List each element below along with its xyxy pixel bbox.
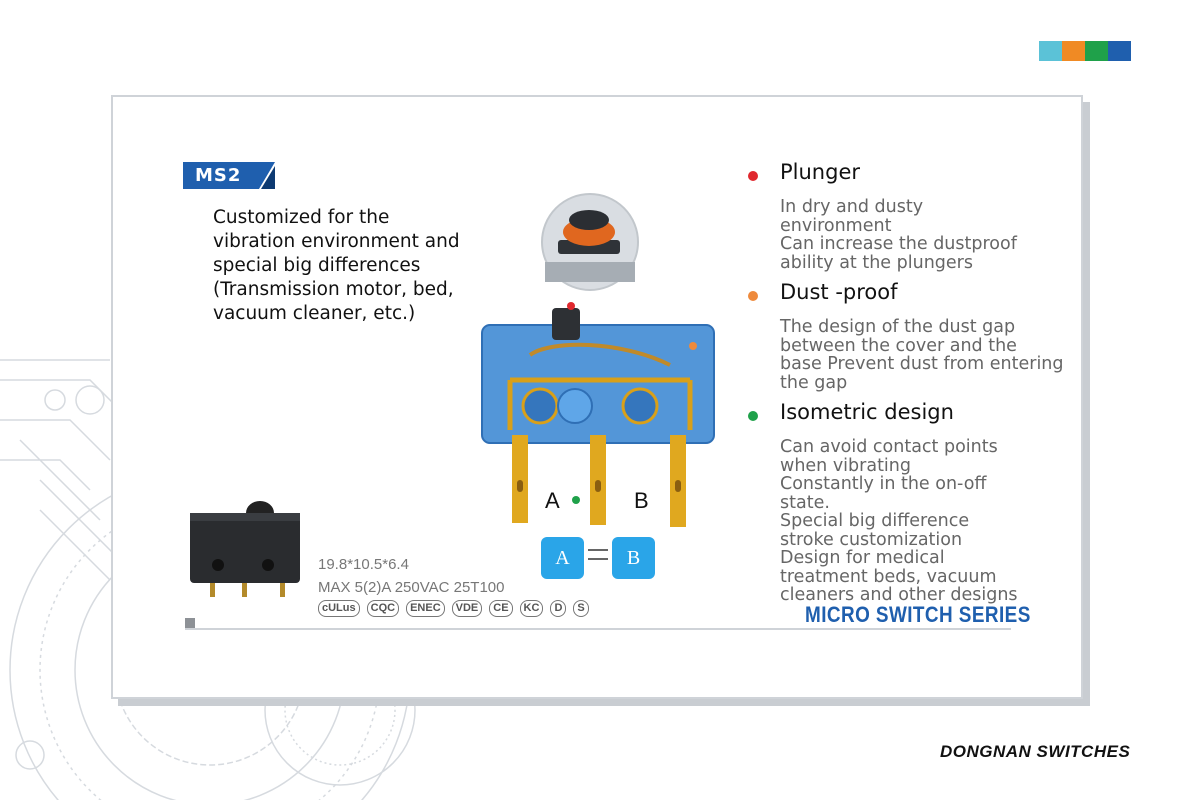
feature-line: the gap [780,372,848,393]
equals-sign [588,546,608,564]
cert-s-mark: S [573,600,588,617]
equation-box-a: A [541,537,584,579]
intro-line: vibration environment and [213,231,460,252]
feature-line: base Prevent dust from entering [780,354,1064,374]
brand-logo: DONGNAN SWITCHES [940,742,1131,761]
cert-ul-mark: cULus [318,600,360,617]
plunger-marker-dot [567,302,575,310]
feature-line: Can avoid contact points [780,437,998,457]
feature-line: cleaners and other designs [780,585,1018,605]
feature-line: ability at the plungers [780,252,973,273]
feature-line: Special big difference [780,511,970,531]
color-strip-blue [1108,41,1131,61]
feature-line: The design of the dust gap [780,317,1016,337]
cert-kc-mark: KC [520,600,544,617]
color-strip-green [1085,41,1108,61]
feature-description [780,318,1080,392]
equation-box-b: B [612,537,655,579]
isometric-marker-dot [572,496,580,504]
spec-rating: MAX 5(2)A 250VAC 25T100 [318,579,505,596]
feature-line: stroke customization [780,529,963,550]
feature-line: Design for medical [780,548,945,568]
card-corner-square [185,618,195,628]
feature-bullet-green [748,411,758,421]
product-photo [180,495,320,605]
cert-enec-mark: ENEC [406,600,445,617]
feature-description [780,438,1080,605]
color-strip-cyan [1039,41,1062,61]
feature-line: state. [780,492,830,513]
feature-line: In dry and dusty [780,197,924,217]
feature-line: between the cover and the [780,335,1017,356]
series-title: MICRO SWITCH SERIES [805,602,1031,627]
model-badge [183,162,275,189]
feature-title: Plunger [780,160,861,184]
intro-line: special big differences [213,255,421,276]
feature-line: Can increase the dustproof [780,234,1017,254]
intro-line: Customized for the [213,207,390,228]
cert-cqc-mark: CQC [367,600,399,617]
plunger-magnifier [542,194,638,290]
certification-marks [318,600,589,617]
cert-d-mark: D [550,600,566,617]
intro-text [213,206,488,326]
spec-dimensions: 19.8*10.5*6.4 [318,556,409,573]
cert-ce-mark: CE [489,600,512,617]
intro-line: (Transmission motor, bed, [213,279,454,300]
cert-vde-mark: VDE [452,600,483,617]
feature-line: when vibrating [780,455,911,476]
feature-description [780,198,1080,272]
card-bottom-rule [185,628,1011,630]
feature-title: Isometric design [780,400,954,424]
model-name: MS2 [195,165,242,186]
feature-line: environment [780,215,892,236]
feature-title: Dust -proof [780,280,898,304]
feature-line: treatment beds, vacuum [780,566,997,587]
color-strip-orange [1062,41,1085,61]
switch-cutaway-illustration [470,180,730,530]
terminal-label-a: A [545,488,560,513]
feature-line: Constantly in the on-off [780,474,987,494]
intro-line: vacuum cleaner, etc.) [213,303,416,324]
dustproof-marker-dot [689,342,697,350]
terminal-label-b: B [634,488,649,513]
color-strip [1039,41,1131,61]
feature-bullet-orange [748,291,758,301]
feature-bullet-red [748,171,758,181]
